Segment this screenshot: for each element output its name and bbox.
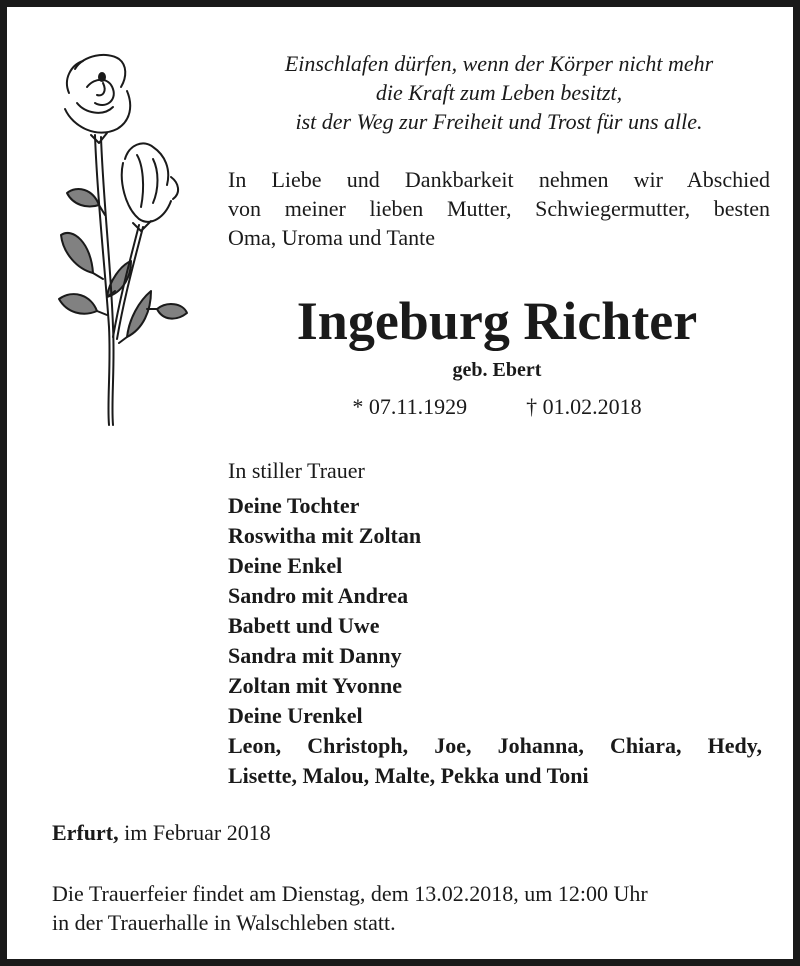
poem-line: die Kraft zum Leben besitzt, [375,80,623,105]
birth-symbol: * [352,394,364,419]
family-line: Lisette, Malou, Malte, Pekka und Toni [228,763,589,788]
intro-line: Oma, Uroma und Tante [228,225,436,250]
intro-line: In Liebe und Dankbarkeit nehmen wir Abschied [228,167,770,192]
intro-line: von meiner lieben Mutter, Schwiegermutter, besten [228,196,770,221]
family-line: Babett und Uwe [228,613,380,638]
deceased-name: Ingeburg Richter [296,291,698,351]
service-line: in der Trauerhalle in Walschleben statt. [52,910,396,935]
birth-date: 07.11.1929 [368,394,468,419]
family-line: Deine Tochter [228,493,360,518]
life-dates [222,393,772,421]
family-line: Zoltan mit Yvonne [228,673,402,698]
service-line: Die Trauerfeier findet am Dienstag, dem 13.02.2018, um 12:00 Uhr [52,881,648,906]
family-line: Sandra mit Danny [228,643,402,668]
family-line: Roswitha mit Zoltan [228,523,422,548]
family-line: Deine Enkel [228,553,343,578]
mourning-label: In stiller Trauer [228,458,365,483]
funeral-service-info [52,879,767,937]
place-date [52,819,271,847]
poem-line: Einschlafen dürfen, wenn der Körper nicht mehr [284,51,714,76]
family-line: Deine Urenkel [228,703,363,728]
death-cross-icon: † [526,394,538,419]
poem [219,49,779,136]
death-date: 01.02.2018 [542,394,642,419]
intro-text [228,165,770,252]
birth-name: geb. Ebert [452,359,542,381]
place-month: im Februar 2018 [118,820,271,845]
family-line: Leon, Christoph, Joe, Johanna, Chiara, Hedy, [228,733,762,758]
place-city: Erfurt, [52,820,119,845]
family-list [228,491,762,791]
poem-line: ist der Weg zur Freiheit und Trost für uns alle. [295,109,703,134]
rose-icon [47,47,197,432]
family-line: Sandro mit Andrea [228,583,409,608]
